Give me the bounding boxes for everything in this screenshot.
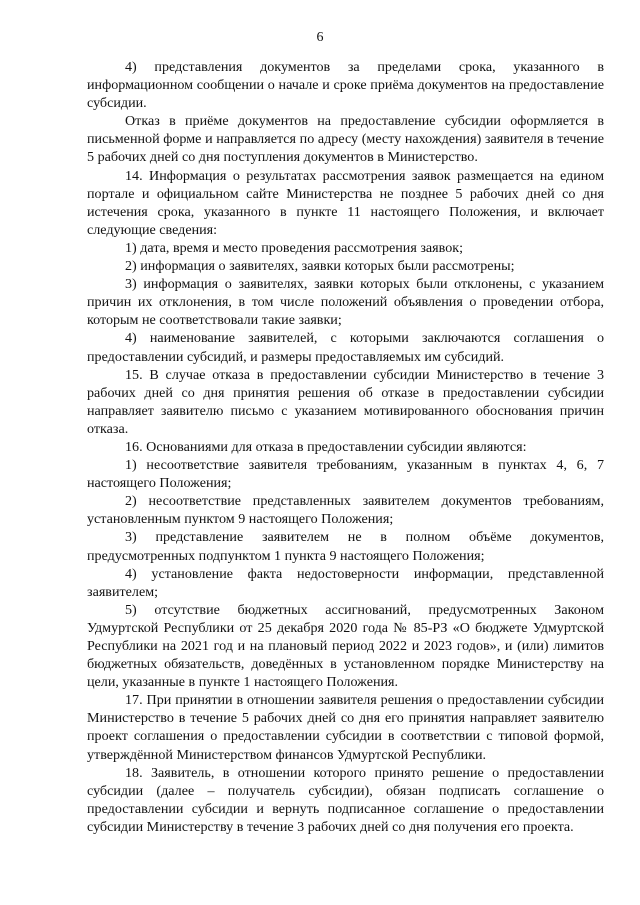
paragraph-15-refusal-letter: 15. В случае отказа в предоставлении субсидии Министерство в течение 3 рабочих дней со дня принятия решения об отказе в предоставлении субсидии направляет заявителю письмо с указанием мотивированного обоснования причин отказа.	[87, 366, 604, 437]
paragraph-16-2: 2) несоответствие представленных заявителем документов требованиям, установленным пунктом 9 настоящего Положения;	[87, 493, 604, 528]
paragraph-14-2: 2) информация о заявителях, заявки которых были рассмотрены;	[125, 258, 515, 275]
page-number: 6	[316, 30, 324, 45]
document-body	[87, 58, 604, 836]
paragraph-14-3: 3) информация о заявителях, заявки которых были отклонены, с указанием причин их отклонения, в том числе положений объявления о проведении отбора, которым не соответствовали такие заявки;	[87, 276, 604, 329]
paragraph-16-1: 1) несоответствие заявителя требованиям, указанным в пунктах 4, 6, 7 настоящего Положения;	[87, 457, 604, 492]
paragraph-17-agreement-draft: 17. При принятии в отношении заявителя решения о предоставлении субсидии Министерство в течение 5 рабочих дней со дня его принятия направляет заявителю проект соглашения о предоставлении субсидии в соответствии с типовой формой, утверждённой Министерством финансов Удмуртской Республики.	[87, 692, 604, 763]
paragraph-14-1: 1) дата, время и место проведения рассмотрения заявок;	[125, 239, 464, 256]
paragraph-18-sign-agreement: 18. Заявитель, в отношении которого принято решение о предоставлении субсидии (далее – получатель субсидии), обязан подписать соглашение о предоставлении субсидии и вернуть подписанное соглашение о предоставлении субсидии Министерству в течение 3 рабочих дней со дня получения его проекта.	[87, 764, 604, 835]
paragraph-14-results-info: 14. Информация о результатах рассмотрения заявок размещается на едином портале и официальном сайте Министерства не позднее 5 рабочих дней со дня истечения срока, указанного в пункте 11 настоящего Положения, и включает следующие сведения:	[87, 167, 604, 238]
paragraph-16-5: 5) отсутствие бюджетных ассигнований, предусмотренных Законом Удмуртской Республики от 25 декабря 2020 года № 85-РЗ «О бюджете Удмуртской Республики на 2021 год и на плановый период 2022 и 2023 годов», и (или) лимитов бюджетных обязательств, доведённых в установленном порядке Министерству на цели, указанные в пункте 1 настоящего Положения.	[87, 601, 604, 691]
paragraph-16-4: 4) установление факта недостоверности информации, представленной заявителем;	[87, 565, 604, 600]
paragraph-16-3: 3) представление заявителем не в полном объёме документов, предусмотренных подпунктом 1 пункта 9 настоящего Положения;	[87, 529, 604, 564]
paragraph-refusal-form: Отказ в приёме документов на предоставление субсидии оформляется в письменной форме и направляется по адресу (месту нахождения) заявителя в течение 5 рабочих дней со дня поступления документов в Министерство.	[87, 113, 604, 166]
paragraph-16-grounds: 16. Основаниями для отказа в предоставлении субсидии являются:	[125, 438, 527, 455]
paragraph-14-4: 4) наименование заявителей, с которыми заключаются соглашения о предоставлении субсидий, и размеры предоставляемых им субсидий.	[87, 330, 604, 365]
paragraph-item-4-deadline: 4) представления документов за пределами срока, указанного в информационном сообщении о начале и сроке приёма документов на предоставление субсидии.	[87, 59, 604, 112]
